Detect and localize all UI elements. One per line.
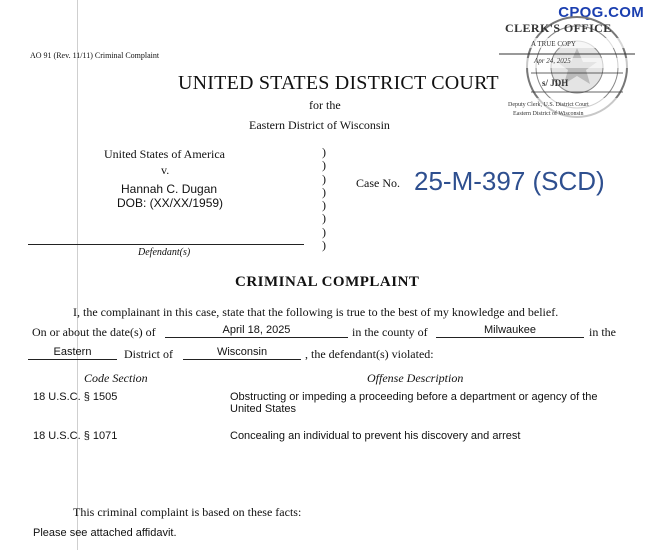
district-header: Eastern District of Wisconsin <box>249 118 390 132</box>
court-title <box>178 72 499 95</box>
court-title-istrict: ISTRICT <box>349 72 432 94</box>
in-the-label: in the <box>589 325 616 339</box>
complaint-heading: CRIMINAL COMPLAINT <box>235 274 420 290</box>
code-section-header: Code Section <box>84 371 148 385</box>
court-title-nited: NITED <box>192 72 259 94</box>
court-title-tates: TATES <box>270 72 335 94</box>
stamp-district: Eastern District of Wisconsin <box>513 111 584 117</box>
defendant-dob: DOB: (XX/XX/1959) <box>117 196 224 210</box>
county-label: in the county of <box>352 325 428 339</box>
facts-value: Please see attached affidavit. <box>33 527 177 539</box>
case-number: 25-M-397 (SCD) <box>414 166 605 196</box>
case-number-label: Case No. <box>356 176 400 190</box>
complainant-statement: I, the complainant in this case, state that the following is true to the best of my knowledge and belief. <box>73 305 559 319</box>
violated-label: , the defendant(s) violated: <box>305 347 434 361</box>
versus: v. <box>161 163 170 177</box>
page-margin-line <box>77 0 78 550</box>
district-field: Eastern <box>28 345 117 360</box>
table-row-code: 18 U.S.C. § 1071 <box>33 430 118 442</box>
court-title-u: U <box>178 72 193 94</box>
caption-brackets: ) ) ) ) ) ) ) ) <box>322 145 326 253</box>
facts-label: This criminal complaint is based on these facts: <box>73 505 302 519</box>
stamp-date: Apr 24, 2025 <box>534 57 571 65</box>
defendant-name: Hannah C. Dugan <box>121 182 218 196</box>
court-title-ourt: OURT <box>444 72 499 94</box>
defendant-underline <box>28 244 304 245</box>
district-of-label: District of <box>124 347 173 361</box>
offense-date-field: April 18, 2025 <box>165 323 348 338</box>
table-row-offense: Concealing an individual to prevent his discovery and arrest <box>230 430 521 442</box>
stamp-true-copy: A TRUE COPY <box>531 40 576 48</box>
stamp-clerks-office: CLERK'S OFFICE <box>505 21 612 35</box>
plaintiff: United States of America <box>104 147 225 161</box>
form-identifier: AO 91 (Rev. 11/11) Criminal Complaint <box>30 51 160 60</box>
court-title-c: C <box>431 72 445 94</box>
date-label: On or about the date(s) of <box>32 325 156 339</box>
court-title-s: S <box>258 72 271 94</box>
offense-description-header: Offense Description <box>367 371 464 385</box>
county-field: Milwaukee <box>436 323 584 338</box>
defendant-label: Defendant(s) <box>138 247 191 258</box>
state-field: Wisconsin <box>183 345 301 360</box>
watermark: CPQG.COM <box>558 4 644 21</box>
stamp-initials: s/ JDH <box>542 78 569 88</box>
table-row-offense: Obstructing or impeding a proceeding before a department or agency of the United States <box>230 391 598 415</box>
court-title-d: D <box>334 72 350 94</box>
stamp-deputy-clerk: Deputy Clerk, U.S. District Court <box>508 102 589 108</box>
for-the-label: for the <box>309 98 341 112</box>
table-row-code: 18 U.S.C. § 1505 <box>33 391 118 403</box>
